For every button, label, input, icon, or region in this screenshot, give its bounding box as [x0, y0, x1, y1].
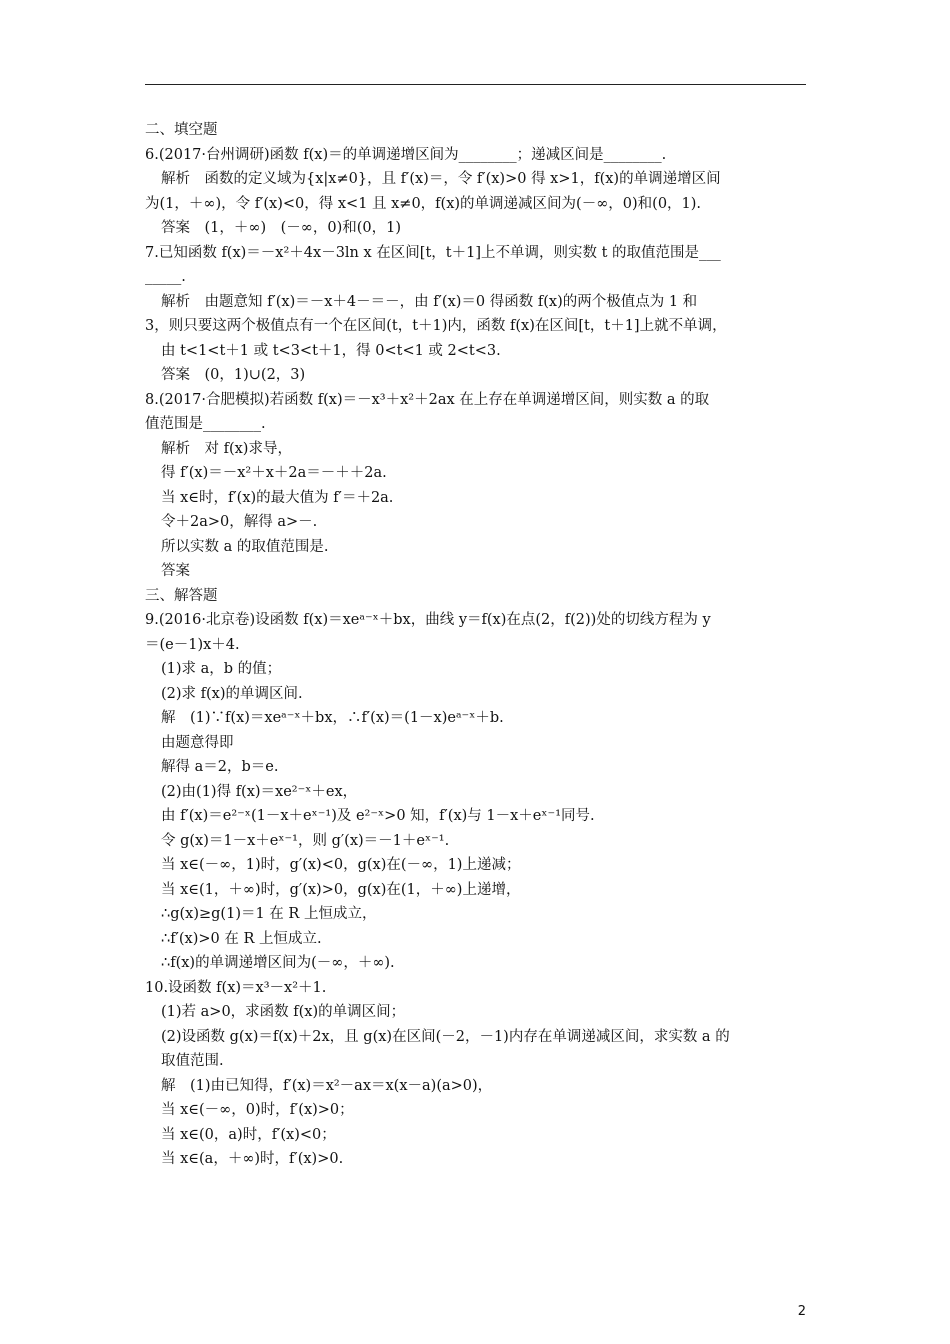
text-line: 解 (1)由已知得，f′(x)＝x²－ax＝x(x－a)(a>0)，: [161, 1077, 493, 1094]
text-line: 解析 对 f(x)求导，: [161, 440, 292, 457]
text-line: 10.设函数 f(x)＝x³－x²＋1.: [145, 979, 327, 996]
text-line: 令 g(x)＝1－x＋eˣ⁻¹，则 g′(x)＝－1＋eˣ⁻¹.: [161, 832, 450, 849]
text-line: (2)求 f(x)的单调区间.: [161, 685, 303, 702]
text-line: 答案 (1，＋∞) (－∞，0)和(0，1): [161, 220, 401, 236]
text-line: (2)设函数 g(x)＝f(x)＋2x，且 g(x)在区间(－2，－1)内存在单调递减区间，求实数 a 的: [161, 1028, 730, 1045]
text-line: 当 x∈时，f′(x)的最大值为 f′＝＋2a.: [161, 489, 394, 506]
text-line: 7.已知函数 f(x)＝－x²＋4x－3ln x 在区间[t，t＋1]上不单调，则实数 t 的取值范围是___: [145, 244, 721, 261]
text-line: (1)求 a，b 的值；: [161, 661, 282, 677]
text-line: 二、填空题: [145, 122, 218, 138]
page-number: 2: [797, 1304, 806, 1319]
text-line: (2)由(1)得 f(x)＝xe²⁻ˣ＋ex，: [161, 783, 358, 800]
text-line: 为(1，＋∞)，令 f′(x)<0，得 x<1 且 x≠0，f(x)的单调递减区间为(－∞，0)和(0，1).: [145, 195, 702, 212]
document-body: [145, 118, 806, 1172]
text-line: (1)若 a>0，求函数 f(x)的单调区间；: [161, 1004, 406, 1020]
text-line: 8.(2017·合肥模拟)若函数 f(x)＝－x³＋x²＋2ax 在上存在单调递增区间，则实数 a 的取: [145, 391, 710, 408]
text-line: ∴f(x)的单调递增区间为(－∞，＋∞).: [161, 955, 395, 971]
text-line: 值范围是________.: [145, 416, 266, 432]
text-line: 取值范围.: [161, 1053, 224, 1069]
text-line: 解 (1)∵f(x)＝xeᵃ⁻ˣ＋bx，∴f′(x)＝(1－x)eᵃ⁻ˣ＋b.: [161, 710, 504, 726]
text-line: 得 f′(x)＝－x²＋x＋2a＝－＋＋2a.: [161, 465, 387, 481]
text-line: 令＋2a>0，解得 a>－.: [161, 514, 318, 530]
text-line: ∴f′(x)>0 在 R 上恒成立.: [161, 930, 322, 947]
text-line: 当 x∈(1，＋∞)时，g′(x)>0，g(x)在(1，＋∞)上递增，: [161, 881, 521, 898]
text-line: 由题意得即: [161, 734, 234, 751]
text-line: _____.: [145, 269, 186, 285]
text-line: 三、解答题: [145, 587, 218, 604]
text-line: 由 f′(x)＝e²⁻ˣ(1－x＋eˣ⁻¹)及 e²⁻ˣ>0 知，f′(x)与 1－x＋eˣ⁻¹同号.: [161, 808, 595, 824]
text-line: 9.(2016·北京卷)设函数 f(x)＝xeᵃ⁻ˣ＋bx，曲线 y＝f(x)在点(2，f(2))处的切线方程为 y: [145, 612, 711, 628]
text-line: ＝(e－1)x＋4.: [145, 636, 240, 653]
text-line: 当 x∈(a，＋∞)时，f′(x)>0.: [161, 1151, 344, 1167]
header-rule: [145, 84, 806, 85]
text-line: 答案 (0，1)∪(2，3): [161, 367, 306, 383]
text-line: 所以实数 a 的取值范围是.: [161, 538, 329, 555]
text-line: 解析 由题意知 f′(x)＝－x＋4－＝－，由 f′(x)＝0 得函数 f(x)的两个极值点为 1 和: [161, 293, 698, 310]
text-line: 当 x∈(0，a)时，f′(x)<0；: [161, 1126, 336, 1143]
text-line: 3，则只要这两个极值点有一个在区间(t，t＋1)内，函数 f(x)在区间[t，t＋1]上就不单调，: [145, 318, 727, 334]
text-line: 答案: [161, 563, 190, 579]
text-line: 当 x∈(－∞，1)时，g′(x)<0，g(x)在(－∞，1)上递减；: [161, 857, 521, 873]
text-line: 当 x∈(－∞，0)时，f′(x)>0；: [161, 1102, 354, 1118]
text-line: 解析 函数的定义域为{x|x≠0}，且 f′(x)＝，令 f′(x)>0 得 x>1，f(x)的单调递增区间: [161, 171, 721, 187]
text-line: 解得 a＝2，b＝e.: [161, 759, 279, 775]
text-line: 由 t<1<t＋1 或 t<3<t＋1，得 0<t<1 或 2<t<3.: [161, 342, 501, 359]
text-line: 6.(2017·台州调研)函数 f(x)＝的单调递增区间为________；递减区间是________.: [145, 146, 667, 163]
text-line: ∴g(x)≥g(1)＝1 在 R 上恒成立，: [161, 906, 377, 922]
